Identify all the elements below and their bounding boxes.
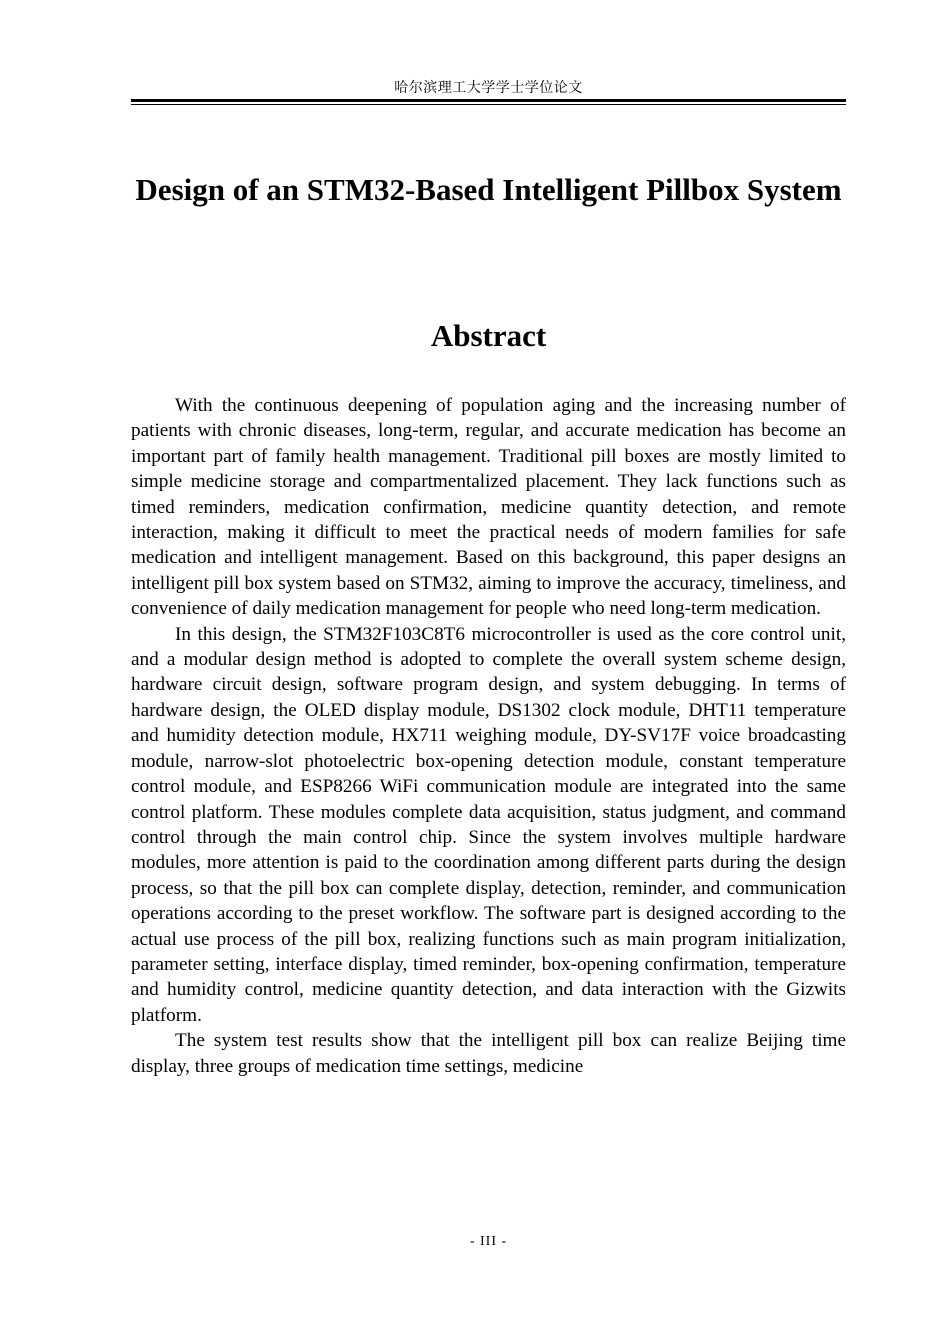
running-header: 哈尔滨理工大学学士学位论文 [394, 81, 583, 96]
abstract-paragraph-2: In this design, the STM32F103C8T6 microcontroller is used as the core control unit, and a modular design method is adopted to complete the overall system scheme design, hardware circuit design, software program design, and system debugging. In terms of hardware design, the OLED display module, DS1302 clock module, DHT11 temperature and humidity detection module, HX711 weighing module, DY-SV17F voice broadcasting module, narrow-slot photoelectric box-opening detection module, constant temperature control module, and ESP8266 WiFi communication module are integrated into the same control platform. These modules complete data acquisition, status judgment, and command control through the main control chip. Since the system involves multiple hardware modules, more attention is paid to the coordination among different parts during the design process, so that the pill box can complete display, detection, reminder, and communication operations according to the preset workflow. The software part is designed according to the actual use process of the pill box, realizing functions such as main program initialization, parameter setting, interface display, timed reminder, box-opening confirmation, temperature and humidity control, medicine quantity detection, and data interaction with the Gizwits platform. [131, 623, 846, 1026]
abstract-heading: Abstract [430, 318, 547, 353]
abstract-paragraph-3: The system test results show that the intelligent pill box can realize Beijing time display, three groups of medication time settings, medicine [131, 1030, 846, 1077]
page-number: - III - [469, 1234, 508, 1249]
abstract-paragraph-1: With the continuous deepening of population aging and the increasing number of patients with chronic diseases, long-term, regular, and accurate medication has become an important part of family health management. Traditional pill boxes are mostly limited to simple medicine storage and compartmentalized placement. They lack functions such as timed reminders, medication confirmation, medicine quantity detection, and remote interaction, making it difficult to meet the practical needs of modern families for safe medication and intelligent management. Based on this background, this paper designs an intelligent pill box system based on STM32, aiming to improve the accuracy, timeliness, and convenience of daily medication management for people who need long-term medication. [131, 395, 846, 620]
paper-title: Design of an STM32-Based Intelligent Pillbox System [135, 172, 842, 207]
abstract-body [131, 393, 846, 1233]
header-double-rule [131, 99, 846, 105]
